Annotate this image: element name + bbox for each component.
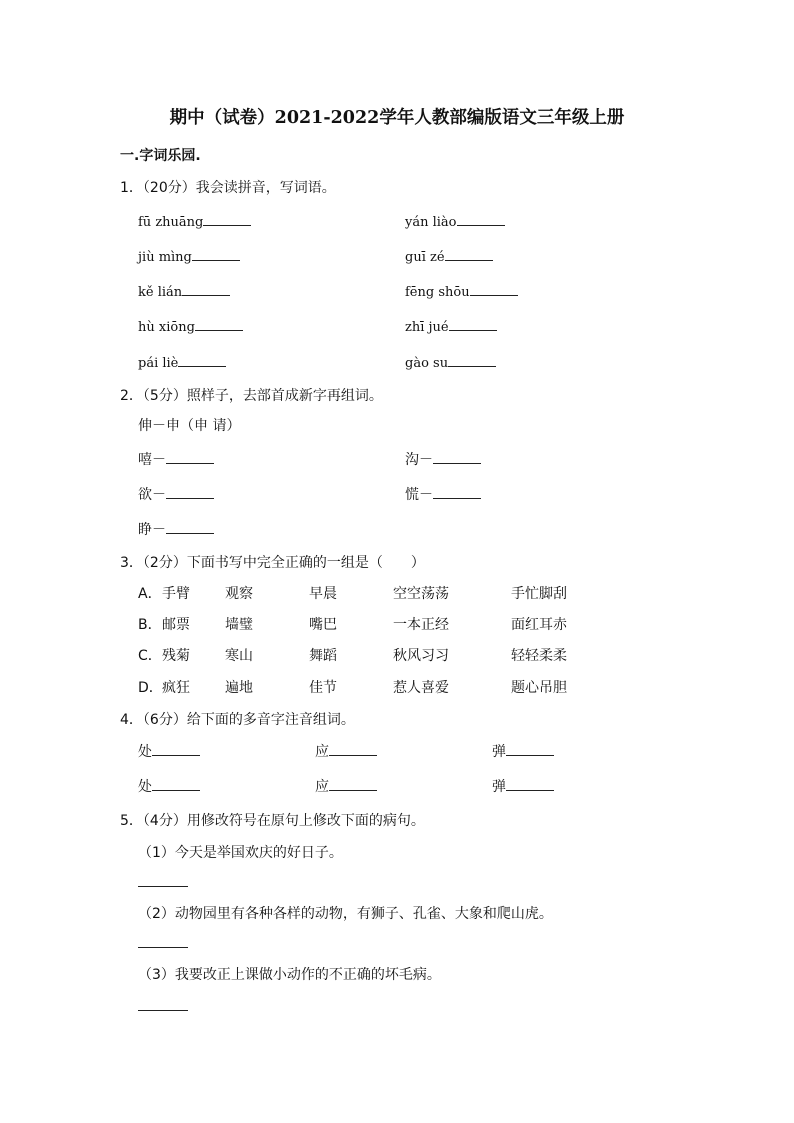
polyphone-item [138, 776, 200, 796]
answer-blank[interactable] [138, 872, 188, 887]
answer-blank[interactable] [433, 484, 481, 499]
pinyin-item [138, 316, 243, 335]
polyphone-char: 应 [315, 744, 329, 760]
answer-blank[interactable] [449, 316, 497, 331]
option-word: 观察 [225, 586, 253, 602]
polyphone-char: 处 [138, 779, 152, 795]
pinyin-item [405, 352, 496, 371]
option-word: 空空荡荡 [393, 586, 449, 602]
pinyin-text: guī zé [405, 250, 445, 265]
option-word: 题心吊胆 [511, 680, 567, 696]
answer-blank[interactable] [152, 776, 200, 791]
question-3-prompt: 3．（2分）下面书写中完全正确的一组是（ ） [120, 555, 425, 571]
polyphone-char: 弹 [492, 744, 506, 760]
pinyin-text: hù xiōng [138, 320, 195, 335]
radical-item [405, 484, 481, 504]
pinyin-item [138, 281, 230, 300]
radical-item [405, 449, 481, 469]
option-word: 舞蹈 [309, 648, 337, 664]
option-word: 嘴巴 [309, 617, 337, 633]
polyphone-char: 弹 [492, 779, 506, 795]
polyphone-item [138, 741, 200, 761]
pinyin-text: pái liè [138, 356, 179, 371]
answer-blank[interactable] [506, 776, 554, 791]
polyphone-item [492, 741, 554, 761]
pinyin-item [138, 211, 251, 230]
answer-blank[interactable] [166, 449, 214, 464]
page-title: 期中（试卷）2021-2022学年人教部编版语文三年级上册 [169, 108, 625, 128]
radical-char: 睁－ [138, 522, 166, 538]
pinyin-text: fēng shōu [405, 285, 470, 300]
answer-blank[interactable] [329, 741, 377, 756]
option-word: 墙璧 [225, 617, 253, 633]
answer-blank[interactable] [178, 352, 226, 367]
answer-blank[interactable] [445, 246, 493, 261]
answer-blank[interactable] [433, 449, 481, 464]
sentence-2: （2）动物园里有各种各样的动物，有狮子、孔雀、大象和爬山虎。 [138, 906, 553, 922]
option-word: 残菊 [162, 648, 190, 664]
answer-blank[interactable] [166, 519, 214, 534]
option-label[interactable]: D． [138, 680, 163, 696]
answer-blank[interactable] [329, 776, 377, 791]
radical-char: 沟－ [405, 452, 433, 468]
radical-item [138, 519, 214, 539]
pinyin-item [405, 211, 505, 230]
pinyin-text: yán liào [405, 215, 457, 230]
pinyin-text: fū zhuāng [138, 215, 204, 230]
radical-char: 欲－ [138, 487, 166, 503]
radical-item [138, 484, 214, 504]
answer-blank[interactable] [203, 211, 251, 226]
answer-blank[interactable] [192, 246, 240, 261]
option-word: 遍地 [225, 680, 253, 696]
answer-blank[interactable] [182, 281, 230, 296]
answer-blank[interactable] [138, 933, 188, 948]
section-heading: 一.字词乐园. [120, 148, 201, 164]
question-2-prompt: 2．（5分）照样子，去部首成新字再组词。 [120, 388, 383, 404]
answer-blank[interactable] [138, 996, 188, 1011]
answer-blank[interactable] [457, 211, 505, 226]
polyphone-char: 应 [315, 779, 329, 795]
pinyin-text: kě lián [138, 285, 183, 300]
option-label[interactable]: B． [138, 617, 162, 633]
option-label[interactable]: A． [138, 586, 162, 602]
option-word: 手臂 [162, 586, 190, 602]
pinyin-item [405, 246, 493, 265]
answer-blank[interactable] [470, 281, 518, 296]
pinyin-item [405, 281, 518, 300]
answer-blank[interactable] [166, 484, 214, 499]
option-word: 一本正经 [393, 617, 449, 633]
radical-char: 慌－ [405, 487, 433, 503]
option-word: 惹人喜爱 [393, 680, 449, 696]
pinyin-text: jiù mìng [138, 250, 192, 265]
option-word: 疯狂 [162, 680, 190, 696]
answer-blank[interactable] [448, 352, 496, 367]
polyphone-char: 处 [138, 744, 152, 760]
option-word: 轻轻柔柔 [511, 648, 567, 664]
radical-item [138, 449, 214, 469]
pinyin-item [138, 246, 240, 265]
question-5-prompt: 5．（4分）用修改符号在原句上修改下面的病句。 [120, 813, 425, 829]
polyphone-item [492, 776, 554, 796]
option-word: 面红耳赤 [511, 617, 567, 633]
option-word: 手忙脚刮 [511, 586, 567, 602]
polyphone-item [315, 776, 377, 796]
question-4-prompt: 4．（6分）给下面的多音字注音组词。 [120, 712, 355, 728]
answer-blank[interactable] [506, 741, 554, 756]
answer-blank[interactable] [195, 316, 243, 331]
pinyin-text: gào su [405, 356, 449, 371]
pinyin-item [405, 316, 497, 335]
option-word: 邮票 [162, 617, 190, 633]
question-1-prompt: 1．（20分）我会读拼音，写词语。 [120, 180, 336, 196]
polyphone-item [315, 741, 377, 761]
radical-char: 嘻－ [138, 452, 166, 468]
option-word: 寒山 [225, 648, 253, 664]
pinyin-item [138, 352, 226, 371]
sentence-1: （1）今天是举国欢庆的好日子。 [138, 845, 343, 861]
pinyin-text: zhī jué [405, 320, 449, 335]
option-word: 秋风习习 [393, 648, 449, 664]
option-word: 早晨 [309, 586, 337, 602]
answer-blank[interactable] [152, 741, 200, 756]
sentence-3: （3）我要改正上课做小动作的不正确的坏毛病。 [138, 967, 441, 983]
example-line: 伸－申（申 请） [138, 418, 241, 434]
option-word: 佳节 [309, 680, 337, 696]
option-label[interactable]: C． [138, 648, 162, 664]
